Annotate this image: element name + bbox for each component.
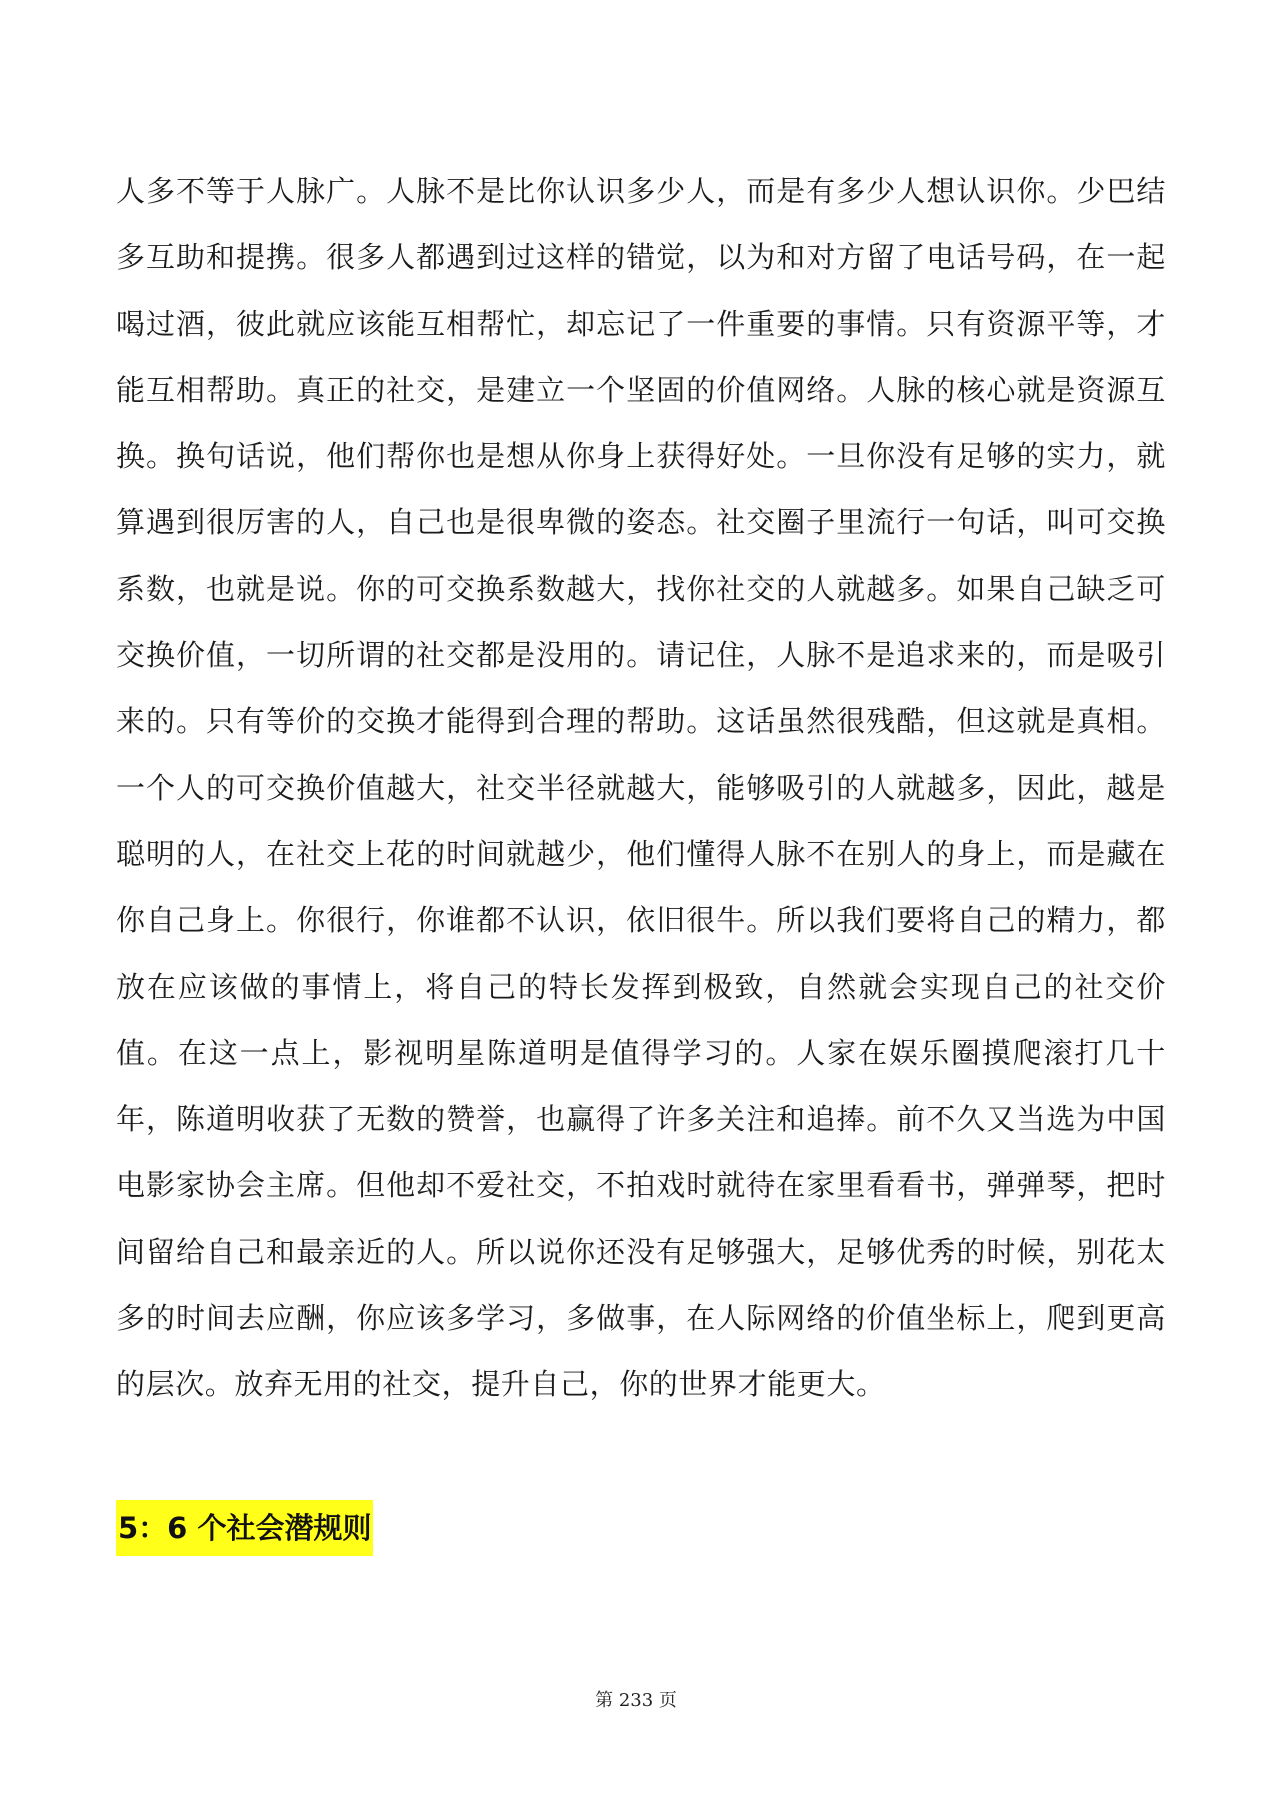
section-heading-highlighted: 5：6 个社会潜规则 xyxy=(116,1500,373,1556)
body-paragraph: 人多不等于人脉广。人脉不是比你认识多少人，而是有多少人想认识你。少巴结多互助和提携。很多人都遇到过这样的错觉，以为和对方留了电话号码，在一起喝过酒，彼此就应该能互相帮忙，却忘记了一件重要的事情。只有资源平等，才能互相帮助。真正的社交，是建立一个坚固的价值网络。人脉的核心就是资源互换。换句话说，他们帮你也是想从你身上获得好处。一旦你没有足够的实力，就算遇到很厉害的人，自己也是很卑微的姿态。社交圈子里流行一句话，叫可交换系数，也就是说。你的可交换系数越大，找你社交的人就越多。如果自己缺乏可交换价值，一切所谓的社交都是没用的。请记住，人脉不是追求来的，而是吸引来的。只有等价的交换才能得到合理的帮助。这话虽然很残酷，但这就是真相。一个人的可交换价值越大，社交半径就越大，能够吸引的人就越多，因此，越是聪明的人，在社交上花的时间就越少，他们懂得人脉不在别人的身上，而是藏在你自己身上。你很行，你谁都不认识，依旧很牛。所以我们要将自己的精力，都放在应该做的事情上，将自己的特长发挥到极致，自然就会实现自己的社交价值。在这一点上，影视明星陈道明是值得学习的。人家在娱乐圈摸爬滚打几十年，陈道明收获了无数的赞誉，也赢得了许多关注和追捧。前不久又当选为中国电影家协会主席。但他却不爱社交，不拍戏时就待在家里看看书，弹弹琴，把时间留给自己和最亲近的人。所以说你还没有足够强大，足够优秀的时候，别花太多的时间去应酬，你应该多学习，多做事，在人际网络的价值坐标上，爬到更高的层次。放弃无用的社交，提升自己，你的世界才能更大。 xyxy=(116,174,1166,1402)
page-number: 第 233 页 xyxy=(595,1690,677,1711)
